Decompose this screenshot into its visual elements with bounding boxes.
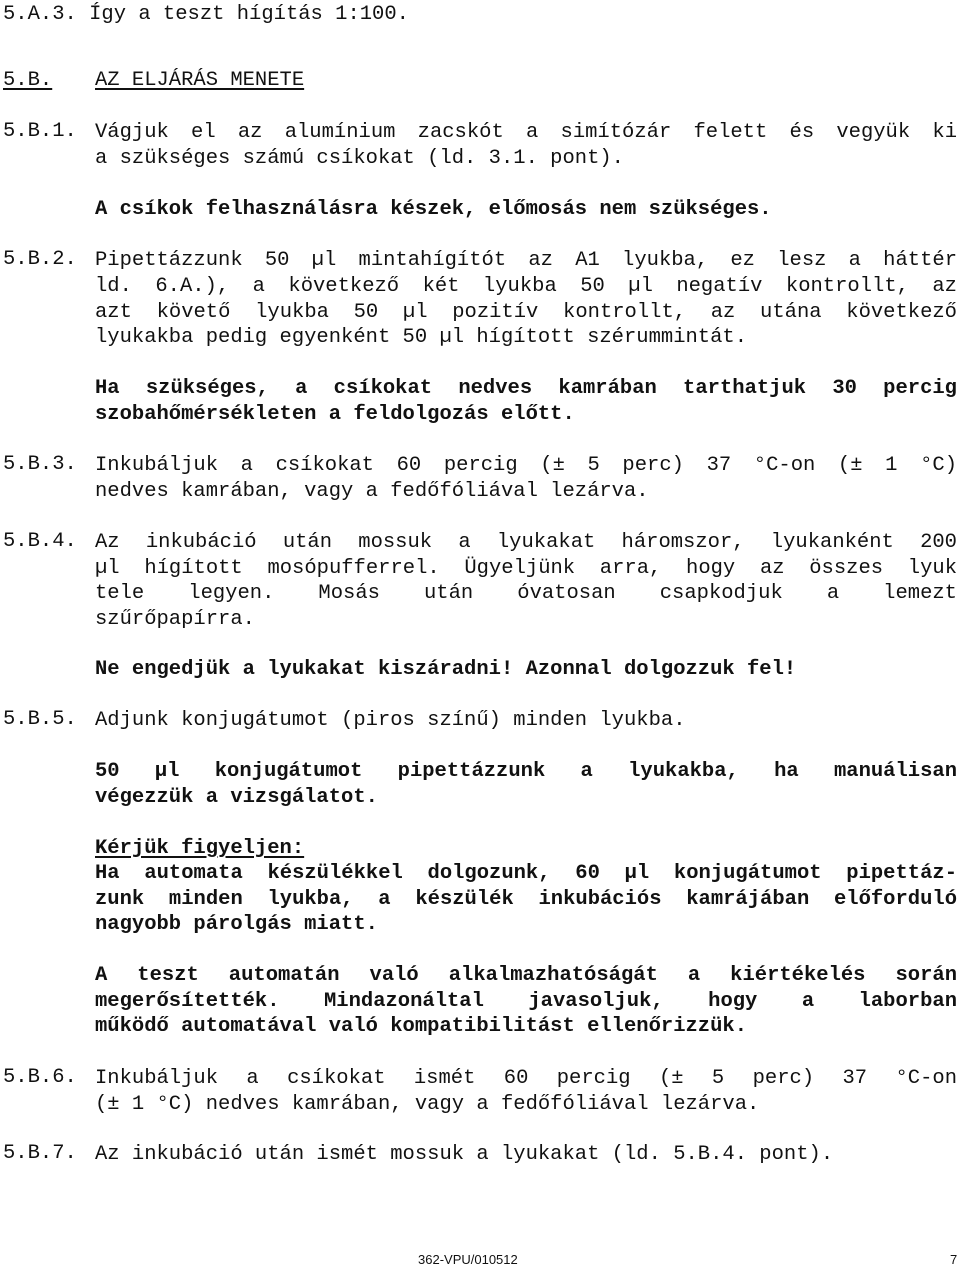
step-5b4-number: 5.B.4.: [3, 530, 77, 553]
footer-document-code: 362-VPU/010512: [418, 1252, 518, 1267]
step-5b6-number: 5.B.6.: [3, 1066, 77, 1089]
step-5b5-validation-line2: megerősítették. Mindazonáltal javasoljuk, hogy a laborban: [95, 990, 957, 1013]
step-5b5-number: 5.B.5.: [3, 708, 77, 731]
step-5b4-line3: tele legyen. Mosás után óvatosan csapkodjuk a lemezt: [95, 582, 957, 605]
step-5b3-number: 5.B.3.: [3, 453, 77, 476]
step-5b1-note: A csíkok felhasználásra készek, előmosás nem szükséges.: [95, 198, 772, 221]
step-5b2-line3: azt követő lyukba 50 µl pozitív kontrollt, az utána következő: [95, 301, 957, 324]
step-5b5-auto-line1: Ha automata készülékkel dolgozunk, 60 µl konjugátumot pipettáz-: [95, 862, 957, 885]
step-5b2-line2: ld. 6.A.), a következő két lyukba 50 µl negatív kontrollt, az: [95, 275, 957, 298]
step-5b4-warning: Ne engedjük a lyukakat kiszáradni! Azonnal dolgozzuk fel!: [95, 658, 797, 681]
section-5b-title: AZ ELJÁRÁS MENETE: [95, 69, 305, 92]
step-5b1-line1: Vágjuk el az alumínium zacskót a simítózár felett és vegyük ki: [95, 121, 957, 144]
step-5b5-attention-heading: Kérjük figyeljen:: [95, 837, 305, 860]
step-5b2-line1: Pipettázzunk 50 µl mintahígítót az A1 lyukba, ez lesz a háttér: [95, 249, 957, 272]
step-5b4-line4: szűrőpapírra.: [95, 608, 255, 631]
step-5b5-auto-line2: zunk minden lyukba, a készülék inkubációs kamrájában előforduló: [95, 888, 957, 911]
step-5b6-line1: Inkubáljuk a csíkokat ismét 60 percig (± 5 perc) 37 °C-on: [95, 1067, 957, 1090]
step-5b5-auto-line3: nagyobb párolgás miatt.: [95, 913, 378, 936]
step-5b1-line2: a szükséges számú csíkokat (ld. 3.1. pont).: [95, 147, 624, 170]
step-5b5-line1: Adjunk konjugátumot (piros színű) minden lyukba.: [95, 709, 686, 732]
step-5b2-number: 5.B.2.: [3, 248, 77, 271]
step-5b1-number: 5.B.1.: [3, 120, 77, 143]
step-5b3-line2: nedves kamrában, vagy a fedőfóliával lezárva.: [95, 480, 649, 503]
step-5b2-note-line1: Ha szükséges, a csíkokat nedves kamrában tarthatjuk 30 percig: [95, 377, 957, 400]
step-5b5-validation-line3: működő automatával való kompatibilitást ellenőrizzük.: [95, 1015, 748, 1038]
step-5b7-line1: Az inkubáció után ismét mossuk a lyukakat (ld. 5.B.4. pont).: [95, 1143, 834, 1166]
step-5b4-line1: Az inkubáció után mossuk a lyukakat háromszor, lyukanként 200: [95, 531, 957, 554]
step-5b2-note-line2: szobahőmérsékleten a feldolgozás előtt.: [95, 403, 575, 426]
step-5b5-manual-line2: végezzük a vizsgálatot.: [95, 786, 378, 809]
step-5b3-line1: Inkubáljuk a csíkokat 60 percig (± 5 perc) 37 °C-on (± 1 °C): [95, 454, 957, 477]
step-5b5-validation-line1: A teszt automatán való alkalmazhatóságát a kiértékelés során: [95, 964, 957, 987]
step-5b2-line4: lyukakba pedig egyenként 50 µl hígított szérummintát.: [95, 326, 748, 349]
step-5b4-line2: µl hígított mosópufferrel. Ügyeljünk arra, hogy az összes lyuk: [95, 557, 957, 580]
step-5b6-line2: (± 1 °C) nedves kamrában, vagy a fedőfóliával lezárva.: [95, 1093, 760, 1116]
section-5b-number: 5.B.: [3, 69, 53, 92]
footer-page-number: 7: [950, 1252, 958, 1267]
step-5a3-text: 5.A.3. Így a teszt hígítás 1:100.: [3, 3, 409, 26]
step-5b5-manual-line1: 50 µl konjugátumot pipettázzunk a lyukakba, ha manuálisan: [95, 760, 957, 783]
step-5b7-number: 5.B.7.: [3, 1142, 77, 1165]
